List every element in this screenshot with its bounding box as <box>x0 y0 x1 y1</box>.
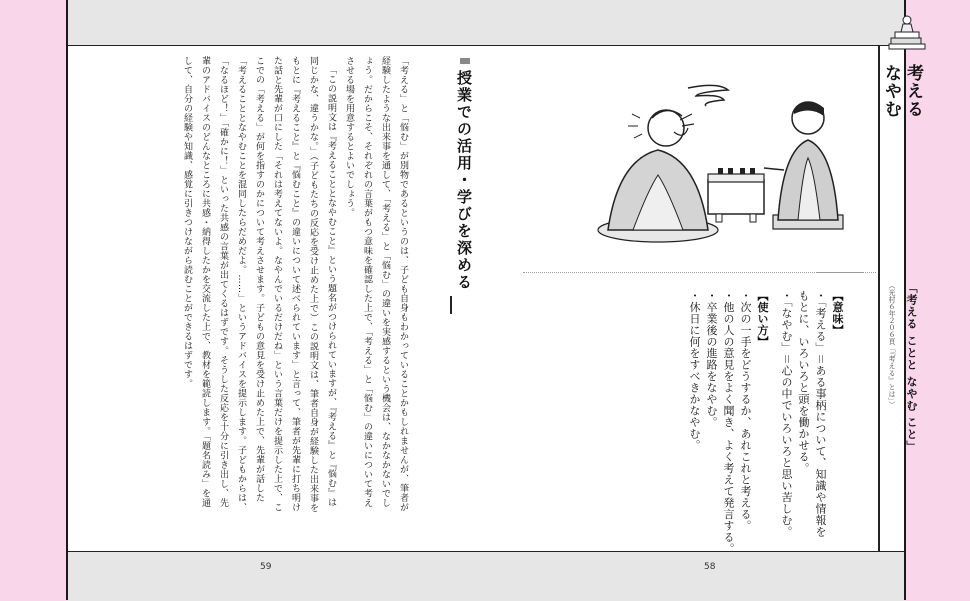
usage-line: ・次の一手をどうするか、あれこれと考える。 <box>739 290 752 532</box>
heading-underline <box>450 296 452 314</box>
section-heading: 授業での活用・学びを深める <box>455 70 473 291</box>
usage-line: ・他の人の意見をよく聞き、よく考えて発言する。 <box>722 290 735 555</box>
body-paragraph: 「考える」と「悩む」が別物であるというのは、子ども自身もわかっていることかもしれませんが、筆者が経験したような出来事を通して、「考える」と「悩む」の違いを実感するという機会は、なかなかないでしょう。だからこそ、それぞれの言葉がもつ意味を確認した上で、「考える」と「悩む」の違いについて考えさせる場を用意するとよいでしょう。 <box>344 56 408 512</box>
meaning-line: もとに、いろいろと頭を働かせる。 <box>797 290 810 474</box>
meaning-line: ・「考える」＝ある事柄について、知識や情報を <box>814 290 827 538</box>
sidebar-title <box>880 64 924 118</box>
page-number-left: 59 <box>260 562 272 572</box>
reference-block <box>883 282 921 453</box>
reference-title: 「考える ことと なやむ こと」 <box>905 282 918 453</box>
usage-label: 【使い方】 <box>756 290 769 348</box>
meaning-label: 【意味】 <box>831 290 844 336</box>
sidebar-title-line1: 考える <box>903 64 923 118</box>
shogi-players-illustration <box>588 80 848 250</box>
person-on-books-icon <box>883 12 933 54</box>
dotted-separator <box>816 272 876 273</box>
meaning-block <box>778 290 846 538</box>
reference-subtitle: （光村６年２０６頁「『考える』とは」） <box>888 282 896 408</box>
sidebar-divider <box>878 45 880 551</box>
dotted-separator <box>523 272 863 273</box>
body-paragraph: 「この説明文は『考えることとなやむこと』という題名がつけられていますが、『考える』と『悩む』は同じかな、違うかな。」（子どもたちの反応を受け止めた上で）この説明文は、筆者自身が経験した出来事をもとに『考えること』と『悩むこと』の違いについて述べられています」と言って、筆者が先輩に打ち明けた話と先輩が口にした「それは考えてないよ。なやんでいるだけだね」という言葉だけを提示した上で、ここでの「考える」が何を指すのかについて考えさせます。子どもの意見を受け止めた上で、先輩が話した「考えることとなやむことを混同したらだめだよ。……」というアドバイスを提示します。子どもからは、「なるほど！」「確かに！」といった共感の言葉が出てくるはずです。そうした反応を十分に引き出し、先輩のアドバイスのどんなところに共感・納得したかを交流した上で、教材を範読します。「題名読み」を通して、自分の経験や知識、感覚に引きつけながら読むことができるはずです。 <box>182 56 336 513</box>
sidebar-title-line2: なやむ <box>881 64 901 118</box>
usage-block <box>686 290 771 555</box>
bottom-margin-band <box>68 551 904 601</box>
usage-line: ・卒業後の進路をなやむ。 <box>705 290 718 428</box>
top-margin-band <box>68 0 904 46</box>
body-text <box>178 56 412 516</box>
page-number-right: 58 <box>704 562 716 572</box>
usage-line: ・休日に何をすべきかなやむ。 <box>688 290 701 451</box>
meaning-line: ・「なやむ」＝心の中でいろいろと思い苦しむ。 <box>780 290 793 538</box>
book-spread <box>66 0 923 600</box>
